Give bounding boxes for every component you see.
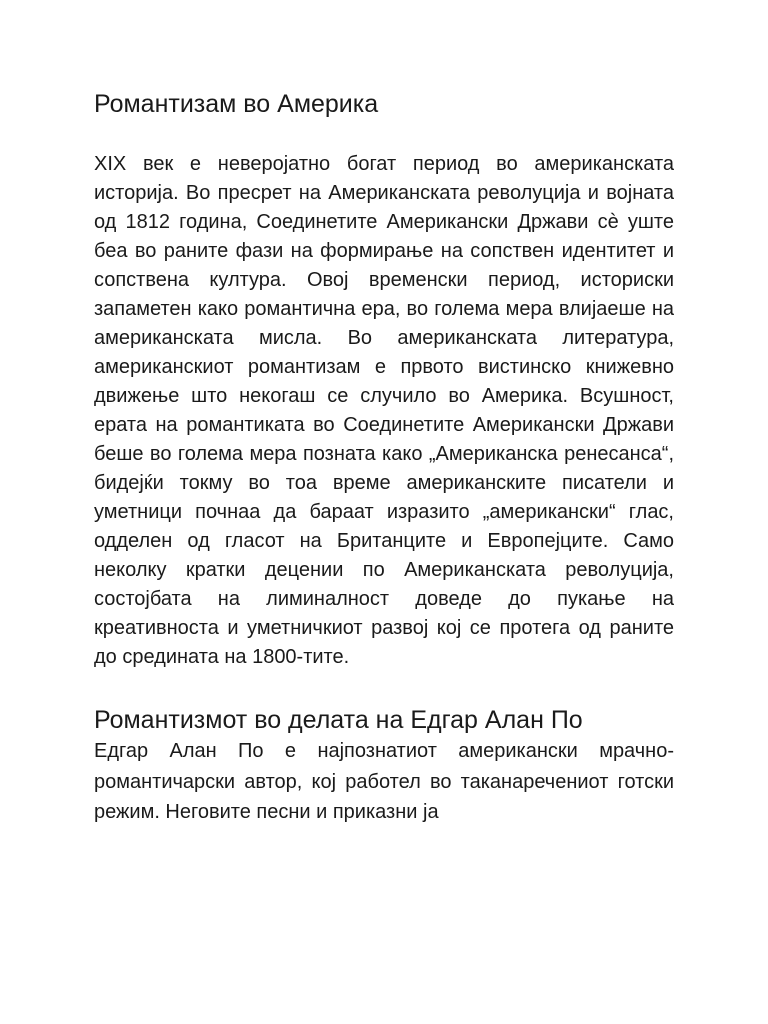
body-paragraph: Едгар Алан По е најпознатиот американски мрачно-романтичарски автор, кој работел во таканаречениот готски режим. Неговите песни и приказни ја xyxy=(94,740,674,823)
section-heading-romanticism-in-america: Романтизам во Америка xyxy=(94,90,379,118)
body-paragraph: XIX век е неверојатно богат период во американската историја. Во пресрет на Американската револуција и војната од 1812 година, Соединетите Американски Држави сè уште беа во раните фази на формирање на сопствен идентитет и сопствена култура. Овој временски период, историски запаметен како романтична ера, во голема мера влијаеше на американската мисла. Во американската литература, американскиот романтизам е првото вистинско книжевно движење што некогаш се случило во Америка. Всушност, ерата на романтиката во Соединетите Американски Држави беше во голема мера позната како „Американска ренесанса“, бидејќи токму во тоа време американските писатели и уметници почнаа да бараат изразито „американски“ глас, одделен од гласот на Британците и Европејците. Само неколку кратки децении по Американската револуција, состојбата на лиминалност доведе до пукање на креативноста и уметничкиот развој кој се протега од раните до средината на 1800-тите. xyxy=(94,153,674,668)
section-heading-poe-romanticism: Романтизмот во делата на Едгар Алан По xyxy=(94,706,583,734)
document-body xyxy=(94,88,674,828)
